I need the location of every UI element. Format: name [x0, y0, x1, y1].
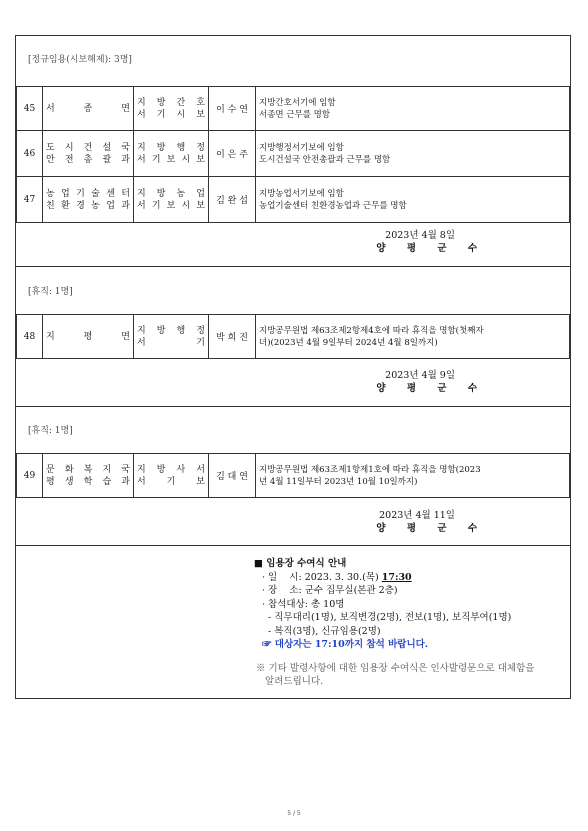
grade-cell: [134, 315, 209, 359]
grade-line: 지 방 행 정: [137, 142, 205, 153]
notice-footnote: [254, 662, 570, 688]
description-line: 지방농업서기보에 임함: [259, 188, 344, 199]
section-heading-regular-appointment: [정규임용(시보해제): 3명]: [28, 55, 132, 65]
department-cell: [43, 87, 134, 131]
issue-date: 2023년 4월 9일: [385, 370, 455, 381]
grade-line: 지 방 사 서: [137, 464, 205, 475]
description-line: 서종면 근무를 명함: [259, 109, 331, 120]
department-line: 농 업 기 술 센 터: [46, 188, 130, 199]
grade-line: 지 방 농 업: [137, 188, 205, 199]
row-number: 46: [17, 131, 43, 177]
divider: [16, 266, 570, 267]
department-line: 지 평 면: [46, 331, 130, 342]
description-cell: [256, 131, 570, 177]
grade-cell: [134, 87, 209, 131]
department-line: 친 환 경 농 업 과: [46, 200, 130, 211]
department-line: 도 시 건 설 국: [46, 142, 130, 153]
issue-date-block: [16, 509, 570, 535]
department-cell: [43, 454, 134, 498]
name-cell: 이 수 연: [209, 87, 256, 131]
description-line: 지방행정서기보에 임함: [259, 142, 344, 153]
ceremony-notice: [254, 557, 570, 688]
appointment-table-leave: [16, 453, 570, 498]
notice-attendees: · 참석대상: 총 10명: [262, 598, 345, 610]
notice-date-line: [254, 571, 570, 585]
row-number: 48: [17, 315, 43, 359]
name-cell: 김 완 섭: [209, 177, 256, 223]
department-cell: [43, 131, 134, 177]
description-line: 지방공무원법 제63조제1항제1호에 따라 휴직을 명함(2023: [259, 464, 481, 475]
description-line: 지방공무원법 제63조제2항제4호에 따라 휴직을 명함(첫째자: [259, 325, 484, 336]
department-line: 서 종 면: [46, 103, 130, 114]
grade-line: 서 기 보: [137, 476, 205, 487]
department-line: 안 전 총 괄 과: [46, 154, 130, 165]
section-heading-leave: [휴직: 1명]: [28, 426, 73, 436]
footnote-line: ※ 기타 발령사항에 대한 임용장 수여식은 인사발령문으로 대체함을: [256, 662, 535, 674]
grade-line: 서 기 보 시 보: [137, 154, 205, 165]
notice-place: · 장 소: 군수 집무실(본관 2층): [262, 585, 398, 596]
department-cell: [43, 315, 134, 359]
description-line: 도시건설국 안전총괄과 근무를 명함: [259, 154, 391, 165]
issuer-title: 양 평 군 수: [376, 523, 486, 534]
description-cell: [256, 177, 570, 223]
notice-title: ■ 임용장 수여식 안내: [254, 558, 347, 569]
name-cell: 박 희 진: [209, 315, 256, 359]
section-heading-leave: [휴직: 1명]: [28, 287, 73, 297]
description-cell: [256, 454, 570, 498]
divider: [16, 545, 570, 546]
notice-time: 17:30: [381, 571, 412, 583]
issuer-title: 양 평 군 수: [376, 243, 486, 254]
table-row: [17, 177, 570, 223]
notice-remark: ☞ 대상자는 17:10까지 참석 바랍니다.: [262, 639, 429, 650]
table-row: [17, 315, 570, 359]
issue-date: 2023년 4월 11일: [379, 510, 455, 521]
description-cell: [256, 87, 570, 131]
appointment-table-regular: [16, 86, 570, 223]
name-cell: 이 은 주: [209, 131, 256, 177]
grade-cell: [134, 177, 209, 223]
notice-date-label: · 일 시: 2023. 3. 30.(목): [262, 571, 382, 583]
issue-date: 2023년 4월 8일: [385, 230, 455, 241]
grade-line: 서 기 시 보: [137, 109, 205, 120]
grade-line: 지 방 행 정: [137, 325, 205, 336]
grade-cell: [134, 131, 209, 177]
grade-line: 지 방 간 호: [137, 97, 205, 108]
notice-attendees-detail: - 직무대리(1명), 보직변경(2명), 전보(1명), 보직부여(1명): [268, 612, 512, 623]
name-cell: 김 대 연: [209, 454, 256, 498]
row-number: 47: [17, 177, 43, 223]
table-row: [17, 131, 570, 177]
document-frame: [15, 35, 571, 699]
description-line: 농업기술센터 친환경농업과 근무를 명함: [259, 200, 407, 211]
issue-date-block: [16, 369, 570, 395]
department-cell: [43, 177, 134, 223]
issuer-title: 양 평 군 수: [376, 383, 486, 394]
department-line: 평 생 학 습 과: [46, 476, 130, 487]
description-line: 지방간호서기에 임함: [259, 97, 336, 108]
appointment-table-leave: [16, 314, 570, 359]
description-line: 녀)(2023년 4월 9일부터 2024년 4월 8일까지): [259, 337, 438, 348]
row-number: 49: [17, 454, 43, 498]
table-row: [17, 454, 570, 498]
description-cell: [256, 315, 570, 359]
issue-date-block: [16, 229, 570, 255]
grade-cell: [134, 454, 209, 498]
divider: [16, 406, 570, 407]
notice-attendees-detail: - 복직(3명), 신규임용(2명): [268, 625, 381, 637]
description-line: 년 4월 11일부터 2023년 10월 10일까지): [259, 476, 418, 487]
table-row: [17, 87, 570, 131]
page-number: 5 / 5: [287, 810, 301, 817]
department-line: 문 화 복 지 국: [46, 464, 130, 475]
row-number: 45: [17, 87, 43, 131]
grade-line: 서 기: [137, 337, 205, 348]
footnote-line: 알려드립니다.: [256, 675, 324, 687]
grade-line: 서 기 보 시 보: [137, 200, 205, 211]
